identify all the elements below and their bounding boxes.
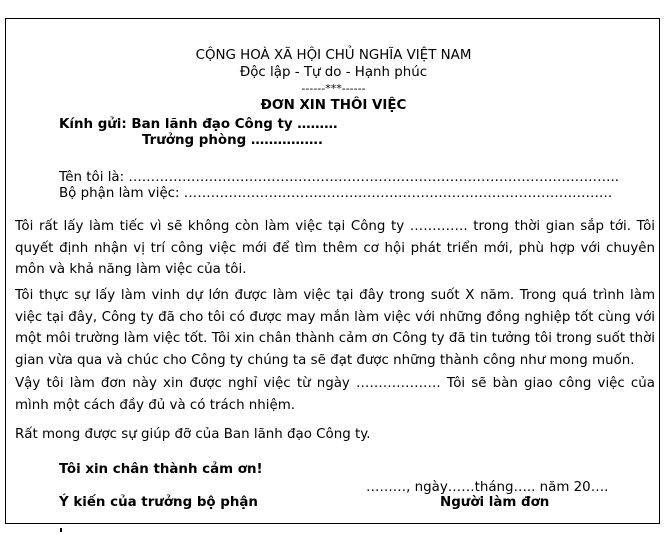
divider: ------***------	[301, 82, 366, 95]
recipient-line-2: Trưởng phòng …………….	[142, 133, 323, 148]
thanks-line: Tôi xin chân thành cảm ơn!	[59, 462, 263, 477]
paragraph-4: Rất mong được sự giúp đỡ của Ban lãnh đạo Công ty.	[15, 427, 371, 442]
document-page	[5, 18, 660, 524]
paragraph-1: Tôi rất lấy làm tiếc vì sẽ không còn làm việc tại Công ty …………. trong thời gian sắp tới. Tôi quyết định nhận vị trí công việc mới để tìm thêm cơ hội phát triển mới, phù hợp với chuyên môn và khả năng làm việc của tôi.	[15, 219, 655, 277]
paragraph-2: Tôi thực sự lấy làm vinh dự lớn được làm việc tại đây trong suốt X năm. Trong quá trình làm việc tại đây, Công ty đã cho tôi có được may mắn làm việc với những đồng nghiệp tốt cùng với một môi trường làm việc tốt. Tôi xin chân thành cảm ơn Công ty đã tin tưởng tôi trong suốt thời gian vừa qua và chúc cho Công ty chúng ta sẽ đạt được những thành công như mong muốn.	[15, 288, 655, 368]
date-line: ………, ngày……tháng….. năm 20….	[366, 480, 609, 495]
name-field: Tên tôi là: ………………………………………………………………………………………………..	[59, 170, 619, 185]
country-name: CỘNG HOÀ XÃ HỘI CHỦ NGHĨA VIỆT NAM	[195, 48, 472, 63]
applicant-signature-label: Người làm đơn	[440, 495, 550, 510]
department-field: Bộ phận làm việc: ……………………………………………………………………………………	[59, 186, 613, 201]
national-motto: Độc lập - Tự do - Hạnh phúc	[239, 65, 428, 80]
recipient-line-1: Kính gửi: Ban lãnh đạo Công ty ………	[59, 117, 338, 132]
paragraph-3: Vậy tôi làm đơn này xin được nghỉ việc từ ngày ………………. Tôi sẽ bàn giao công việc của mình một cách đầy đủ và có trách nhiệm.	[15, 376, 655, 413]
page-mark	[60, 528, 62, 532]
document-title: ĐƠN XIN THÔI VIỆC	[260, 98, 407, 113]
supervisor-signature-label: Ý kiến của trưởng bộ phận	[59, 495, 258, 510]
